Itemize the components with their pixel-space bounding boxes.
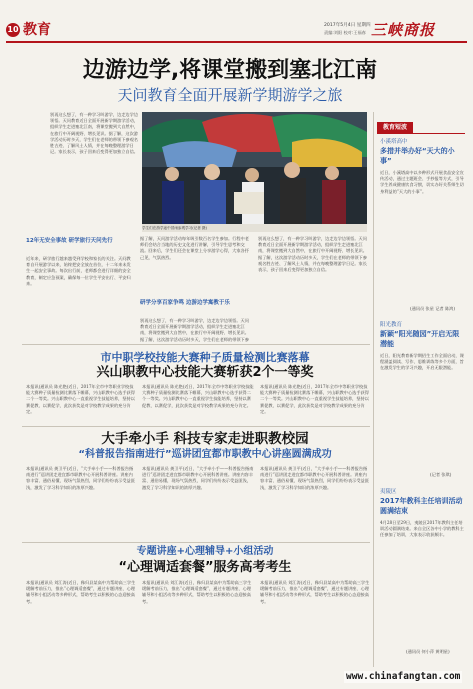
story4-body-col1: 本报讯(通讯员 刘江涛)近日，秭归县某高中为帮助高三学生缓解考前压力，推出“心理调适套餐”，通过专题讲座、心理辅导和小组活动等多种形式，帮助考生以积极的心态迎接高考。 (26, 580, 136, 604)
lead-subhead-sharing: 研学分享百家争鸣 边游边学寓教于乐 (140, 300, 230, 306)
sidebar-label-rule (377, 133, 465, 134)
lead-photo (142, 112, 367, 224)
story3-body-col3: 本报讯(通讯员 龚卫平)近日，“大手牵小手——科普报告指南进行”巡讲团走进宜都市职教中心开展科普讲座。讲座内容丰富、通俗易懂，现场气氛热烈，同学们纷纷表示受益匪浅，激发了学习科学知识的浓厚兴趣。 (260, 466, 369, 490)
story3-kicker: “科普报告指南进行”巡讲团宜都市职教中心讲座圆满成功 (78, 449, 332, 460)
story3-title: 大手牵小手 科技专家走进职教校园 (101, 431, 309, 447)
story2-body-col3: 本报讯(通讯员 陈光艳)近日，2017年全市中等职业学校技能大赛种子质量检测比赛落下帷幕，兴山职教中心选手获得二个一等奖。兴山职教中心一直重视学生技能培养，坚持以赛促教、以赛促学，此次获奖是对学校教学成果的充分肯定。 (260, 384, 369, 414)
editor-line: 责编:刘阳 校对:王福春 (324, 30, 366, 35)
site-watermark: www.chinafangtan.com (346, 671, 461, 682)
story3-body-col2: 本报讯(通讯员 龚卫平)近日，“大手牵小手——科普报告指南进行”巡讲团走进宜都市职教中心开展科普讲座。讲座内容丰富、通俗易懂，现场气氛热烈，同学们纷纷表示受益匪浅，激发了学习科学知识的浓厚兴趣。 (142, 466, 254, 490)
sidebar-item3-kicker: 夷陵区 (380, 489, 397, 495)
sidebar-item2-title: 新颖“阳光随园”开启无限潜能 (380, 330, 460, 348)
story4-title: “心理调适套餐”服务高考考生 (118, 560, 292, 575)
header-rule (6, 41, 467, 43)
section-number-badge: 10 (6, 23, 20, 37)
lead-body-col1: 别再这么想了，有一种学习叫游学，边走边学边领悟。天问教育近日全面开展新学期游学活动，组织学生走进塞北江南，将课堂搬到大自然中，在旅行中开阔视野、增长见识。据了解，这次游学活动历时多天，学生们在老师的带领下参观名胜古迹、了解风土人情，并在每晚整理游学日记。家长表示，孩子回来后变得更加独立自信。 (50, 112, 138, 155)
lead-body-col3: 据了解，天问游学活动每年吸引数百名学生参加。行程中老师们会结合当地的历史文化进行讲解，引导学生思考和交流。回来后，学生们还会在课堂上分享游学心得，大家各抒己见，气氛热烈。 (140, 236, 249, 260)
sidebar-item1-credit: (通讯员 张星 记者 陈鸿) (410, 306, 455, 311)
story4-body-col3: 本报讯(通讯员 刘江涛)近日，秭归县某高中为帮助高三学生缓解考前压力，推出“心理调适套餐”，通过专题讲座、心理辅导和小组活动等多种形式，帮助考生以积极的心态迎接高考。 (260, 580, 370, 604)
sidebar-item1-body: 近日，小溪塔高中以多种形式开展食品安全宣传活动，通过主题班会、手抄报等方式，引导学生养成健康饮食习惯，切实办好关系师生切身利益的“天大的小事”。 (380, 170, 464, 194)
sidebar-item2-credit: (记者 张琪) (430, 472, 452, 477)
sidebar-item1-kicker: 小溪塔高中 (380, 139, 408, 145)
story2-title: 兴山职教中心技能大赛斩获2个一等奖 (96, 365, 314, 380)
story2-body-col1: 本报讯(通讯员 陈光艳)近日，2017年全市中等职业学校技能大赛种子质量检测比赛落下帷幕，兴山职教中心选手获得二个一等奖。兴山职教中心一直重视学生技能培养，坚持以赛促教、以赛促学，此次获奖是对学校教学成果的充分肯定。 (26, 384, 135, 414)
lead-photo-image (142, 112, 367, 224)
date-line: 2017年5月4日 星期四 (324, 23, 371, 28)
story3-body-col1: 本报讯(通讯员 龚卫平)近日，“大手牵小手——科普报告指南进行”巡讲团走进宜都市职教中心开展科普讲座。讲座内容丰富、通俗易懂，现场气氛热烈，同学们纷纷表示受益匪浅，激发了学习科学知识的浓厚兴趣。 (26, 466, 135, 490)
lead-subhead-safety: 12年无安全事故 研学旅行天问先行 (26, 238, 113, 244)
sidebar-item2-body: 近日，阳光教育新学期招生工作全面启动，课程涵盖阅读、写作、思维训练等多个方面，旨在激发学生的学习兴趣，开启无限潜能。 (380, 353, 464, 371)
sidebar-label: 教育短波 (377, 122, 413, 133)
lead-subheadline: 天问教育全面开展新学期游学之旅 (117, 86, 343, 104)
story2-kicker: 市中职学校技能大赛种子质量检测比赛落幕 (100, 351, 310, 364)
story3-top-rule (22, 426, 370, 427)
sidebar-item3-body: 4月28日至29日，夷陵区2017年教科主任培训活动圆满结束。来自全区各中小学的教科主任参加了培训，大家表示收获颇丰。 (380, 520, 464, 538)
section-title: 教育 (23, 22, 51, 38)
story4-body-col2: 本报讯(通讯员 刘江涛)近日，秭归县某高中为帮助高三学生缓解考前压力，推出“心理调适套餐”，通过专题讲座、心理辅导和小组活动等多种形式，帮助考生以积极的心态迎接高考。 (142, 580, 252, 604)
story2-top-rule (22, 344, 370, 345)
story4-top-rule (22, 542, 370, 543)
story2-body-col2: 本报讯(通讯员 陈光艳)近日，2017年全市中等职业学校技能大赛种子质量检测比赛落下帷幕，兴山职教中心选手获得二个一等奖。兴山职教中心一直重视学生技能培养，坚持以赛促教、以赛促学，此次获奖是对学校教学成果的充分肯定。 (142, 384, 254, 408)
sidebar-divider (373, 112, 374, 667)
story4-kicker: 专题讲座+心理辅导+小组活动 (136, 546, 274, 557)
sidebar-item1-title: 多措并举办好“天大的小事” (380, 147, 455, 165)
lead-body-col2: 近年来，研学旅行越来越受到学校和家长的关注。天问教育自开展游学以来，始终把安全放在首位，十二年来未发生一起安全事故。每次出行前，老师都会进行详细的安全教育，制定应急预案，确保每一位学生平安出行、平安归来。 (26, 256, 131, 286)
lead-body-col3b: 别再这么想了，有一种学习叫游学，边走边学边领悟。天问教育近日全面开展新学期游学活动，组织学生走进塞北江南，将课堂搬到大自然中，在旅行中开阔视野、增长见识。据了解，这次游学活动历时多天，学生们在老师的带领下参 (140, 318, 249, 342)
lead-photo-caption: 学生们在游学途中冒雨参观学习(记者 摄) (142, 224, 367, 232)
lead-headline: 边游边学,将课堂搬到塞北江南 (82, 58, 378, 83)
lead-body-col4: 别再这么想了，有一种学习叫游学，边走边学边领悟。天问教育近日全面开展新学期游学活动，组织学生走进塞北江南，将课堂搬到大自然中，在旅行中开阔视野、增长见识。据了解，这次游学活动历时多天，学生们在老师的带领下参观名胜古迹、了解风土人情，并在每晚整理游学日记。家长表示，孩子回来后变得更加独立自信。 (258, 236, 367, 273)
newspaper-masthead: 三峡商报 (371, 21, 436, 39)
sidebar-item3-title: 2017年教科主任培训活动圆满结束 (380, 497, 463, 515)
sidebar-item3-credit: (通讯员 何小萍 黄明星) (406, 649, 450, 654)
sidebar-item2-kicker: 阳光教育 (380, 322, 403, 328)
